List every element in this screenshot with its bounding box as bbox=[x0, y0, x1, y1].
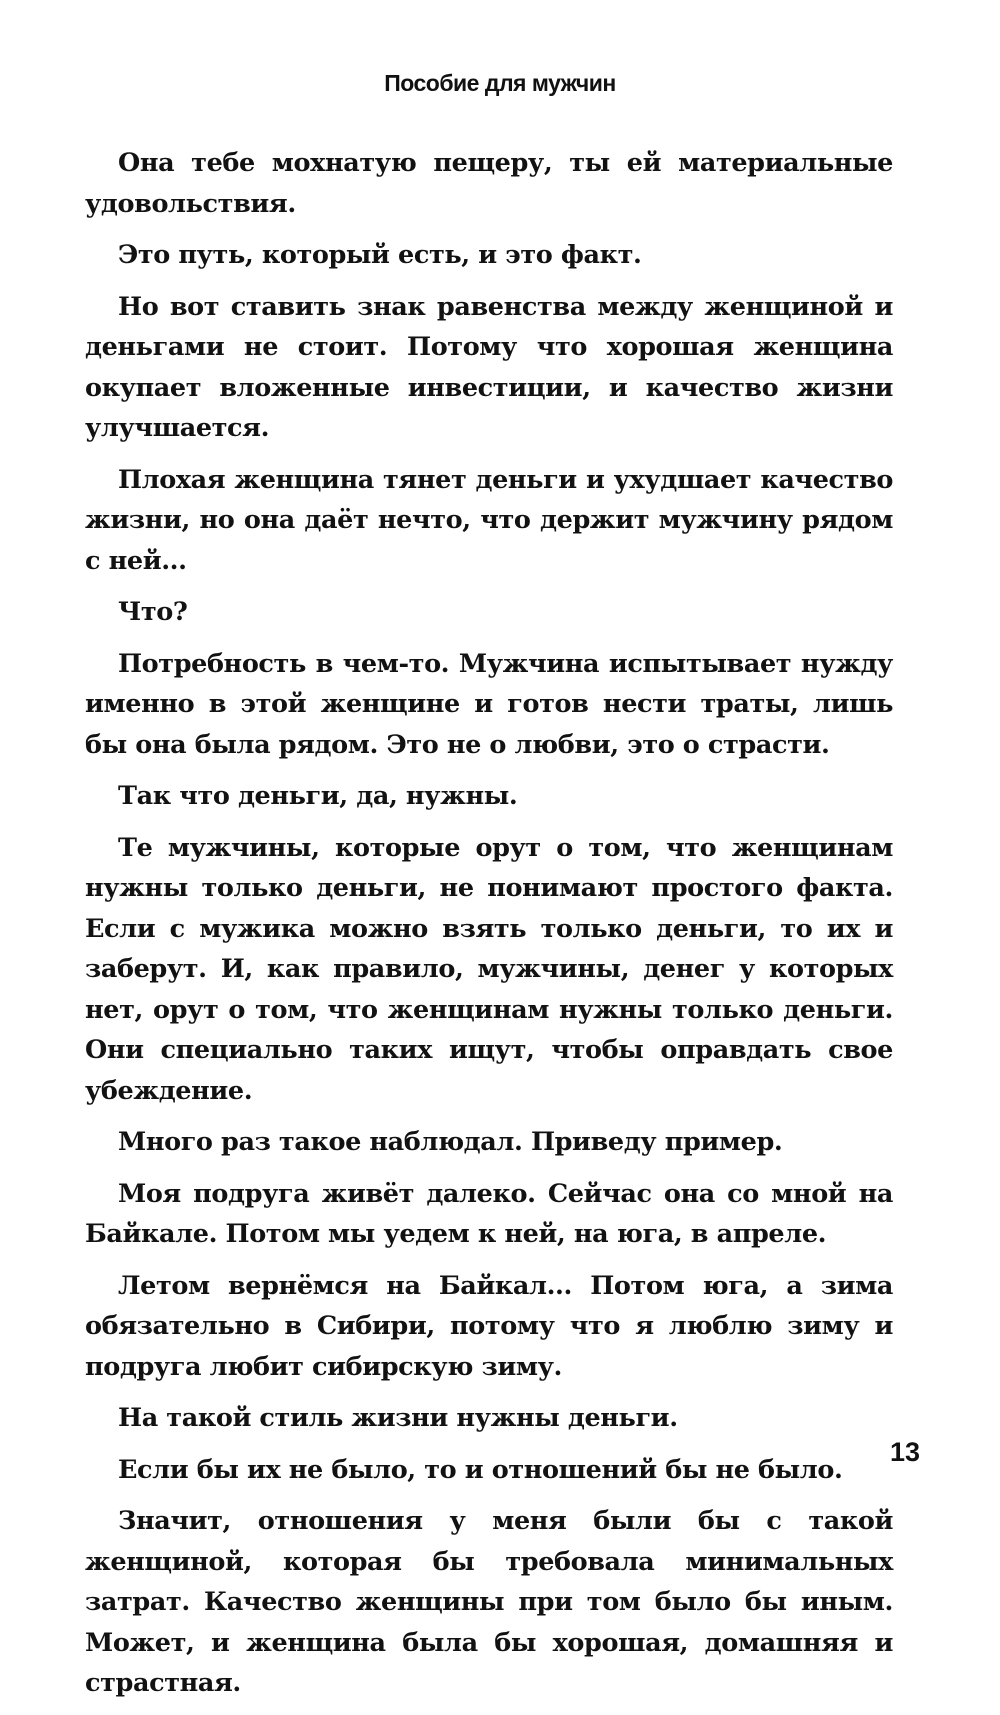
body-text bbox=[85, 143, 893, 1715]
paragraph: Значит, отношения у меня были бы с такой женщиной, которая бы требовала минимальных затрат. Качество женщины при том было бы иным. Может, и женщина была бы хорошая, домашняя и страстная. bbox=[85, 1506, 893, 1698]
paragraph: Но вот ставить знак равенства между женщиной и деньгами не стоит. Потому что хорошая женщина окупает вложенные инвестиции, и качество жизни улучшается. bbox=[85, 291, 893, 443]
paragraph: Это путь, который есть, и это факт. bbox=[118, 240, 642, 270]
paragraph: Летом вернёмся на Байкал... Потом юга, а зима обязательно в Сибири, потому что я люблю зиму и подруга любит сибирскую зиму. bbox=[85, 1270, 893, 1382]
paragraph: Так что деньги, да, нужны. bbox=[118, 781, 518, 811]
paragraph: Много раз такое наблюдал. Приведу пример. bbox=[118, 1127, 783, 1157]
paragraph: Те мужчины, которые орут о том, что женщинам нужны только деньги, не понимают простого факта. Если с мужика можно взять только деньги, то их и заберут. И, как правило, мужчины, денег у которых нет, орут о том, что женщинам нужны только деньги. Они специально таких ищут, чтобы оправдать свое убеждение. bbox=[85, 832, 893, 1106]
running-title: Пособие для мужчин bbox=[384, 70, 616, 96]
paragraph: Потребность в чем-то. Мужчина испытывает нужду именно в этой женщине и готов нести траты, лишь бы она была рядом. Это не о любви, это о страсти. bbox=[85, 648, 893, 760]
paragraph: Плохая женщина тянет деньги и ухудшает качество жизни, но она даёт нечто, что держит мужчину рядом с ней... bbox=[85, 464, 893, 576]
page-number: 13 bbox=[889, 1437, 920, 1467]
paragraph: Она тебе мохнатую пещеру, ты ей материальные удовольствия. bbox=[85, 148, 893, 219]
paragraph: Если бы их не было, то и отношений бы не было. bbox=[118, 1454, 843, 1485]
paragraph: Что? bbox=[118, 597, 188, 627]
paragraph: Моя подруга живёт далеко. Сейчас она со мной на Байкале. Потом мы уедем к ней, на юга, в апреле. bbox=[85, 1178, 893, 1249]
paragraph: На такой стиль жизни нужны деньги. bbox=[118, 1403, 678, 1433]
